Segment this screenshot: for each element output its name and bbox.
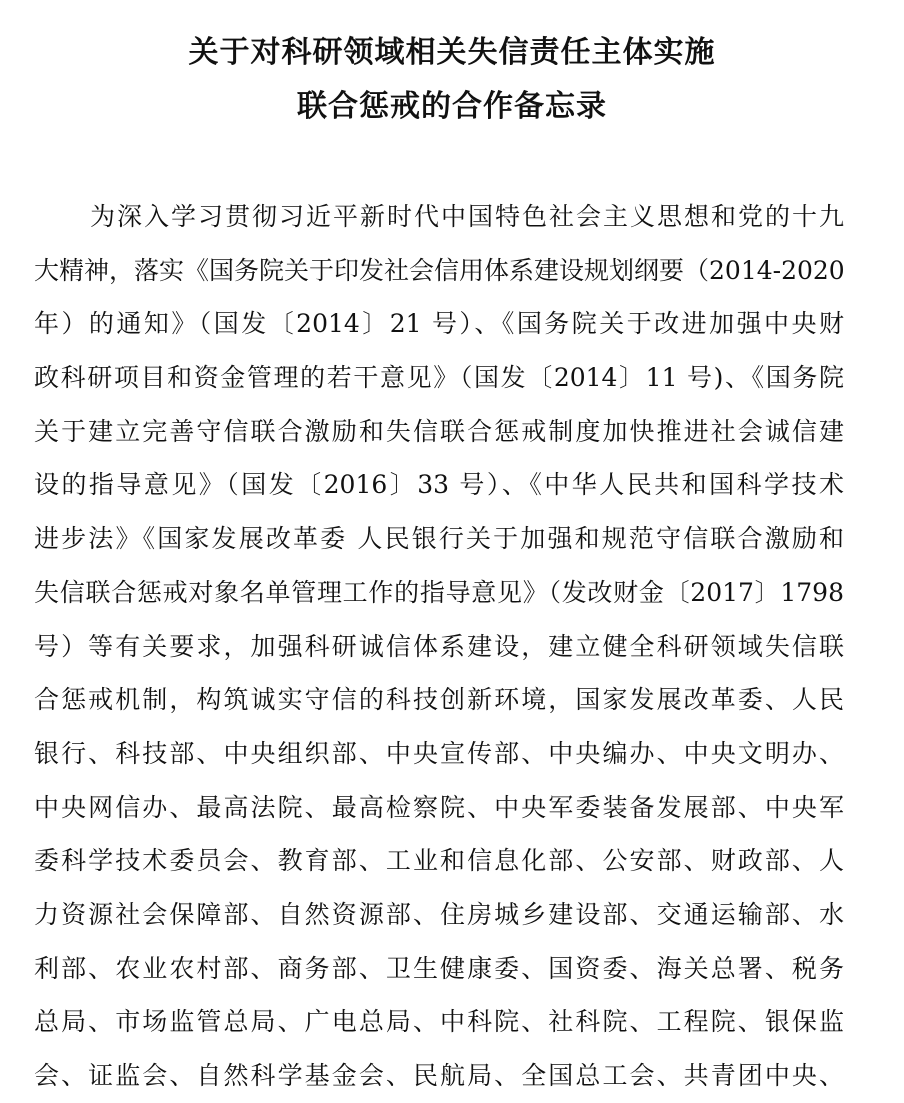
body-line: 失信联合惩戒对象名单管理工作的指导意见》（发改财金〔2017〕1798 xyxy=(34,577,844,607)
document-title-line-2: 联合惩戒的合作备忘录 xyxy=(297,89,607,124)
body-line: 会、证监会、自然科学基金会、民航局、全国总工会、共青团中央、 xyxy=(34,1061,844,1090)
body-line: 关于建立完善守信联合激励和失信联合惩戒制度加快推进社会诚信建 xyxy=(34,416,844,446)
body-line: 利部、农业农村部、商务部、卫生健康委、国资委、海关总署、税务 xyxy=(34,953,844,983)
body-line: 年）的通知》（国发〔2014〕21 号）、《国务院关于改进加强中央财 xyxy=(34,309,844,339)
body-line: 合惩戒机制，构筑诚实守信的科技创新环境，国家发展改革委、人民 xyxy=(34,685,844,715)
body-line: 大精神，落实《国务院关于印发社会信用体系建设规划纲要（2014-2020 xyxy=(34,255,845,285)
body-line: 银行、科技部、中央组织部、中央宣传部、中央编办、中央文明办、 xyxy=(34,738,844,768)
body-line: 为深入学习贯彻习近平新时代中国特色社会主义思想和党的十九 xyxy=(90,202,844,231)
body-line: 设的指导意见》（国发〔2016〕33 号）、《中华人民共和国科学技术 xyxy=(34,470,844,500)
document-title-line-1: 关于对科研领域相关失信责任主体实施 xyxy=(188,35,716,70)
body-line: 号）等有关要求，加强科研诚信体系建设，建立健全科研领域失信联 xyxy=(34,631,844,661)
body-line: 总局、市场监管总局、广电总局、中科院、社科院、工程院、银保监 xyxy=(34,1007,844,1037)
body-line: 进步法》《国家发展改革委 人民银行关于加强和规范守信联合激励和 xyxy=(34,524,844,554)
body-line: 力资源社会保障部、自然资源部、住房城乡建设部、交通运输部、水 xyxy=(34,899,844,929)
document-body xyxy=(34,190,844,1103)
body-line: 中央网信办、最高法院、最高检察院、中央军委装备发展部、中央军 xyxy=(34,792,844,822)
body-line: 政科研项目和资金管理的若干意见》（国发〔2014〕11 号)、《国务院 xyxy=(34,363,844,393)
body-line: 委科学技术委员会、教育部、工业和信息化部、公安部、财政部、人 xyxy=(34,846,844,876)
